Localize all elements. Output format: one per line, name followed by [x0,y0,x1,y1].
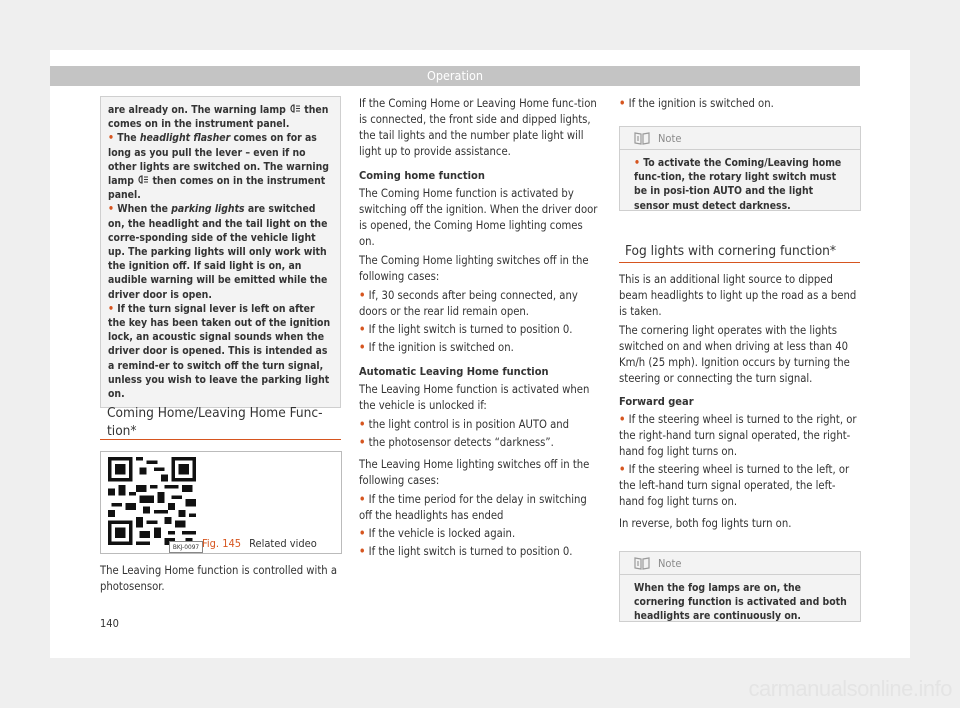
list-item: • If the steering wheel is turned to the right, or the right-hand turn signal operated, the right-hand fog light turns on. [619,413,857,458]
headlight-icon [137,175,149,184]
list-item: • the light control is in position AUTO and [359,418,570,431]
warning-box [100,96,341,408]
note-box-2 [619,551,861,622]
note-header: Note [620,552,860,575]
box-intro: are already on. The warning lamp then comes on in the instrument panel. [108,104,329,131]
left-column [100,96,341,408]
forward-gear-title: Forward gear [619,395,694,408]
list-item: • If, 30 seconds after being connected, any doors or the rear lid remain open. [359,289,578,318]
right-list-item [619,96,860,112]
intro-paragraph: If the Coming Home or Leaving Home func-tion is connected, the front side and dipped lights, the tail lights and the number plate light will light up to provide assistance. [359,97,597,158]
bullet-icon: • [108,203,114,216]
box-bullet: • If the turn signal lever is left on after the key has been taken out of the ignition lock, an acoustic signal sounds when the driver door is opened. This is intended as a remind-er to switch off the turn signal, unless you wish to leave the parking light on. [108,302,331,401]
section-title-coming-home: Coming Home/Leaving Home Func- tion* [107,405,323,439]
list-item: • the photosensor detects “darkness”. [359,436,554,449]
headlight-icon [289,104,301,113]
watermark: carmanualsonline.info [748,676,952,701]
page-number: 140 [100,617,119,630]
fog-lights-body: This is an additional light source to dipped beam headlights to light up the road as a bend is taken. The cornering light operates with the lights switched on and when driving at less than 40 Km/h (25 mph). Ignition occurs by turning the steering or connecting the turn signal. Forward gear • If the steering wheel is turned to the right, or the right-hand turn signal operated, the right-hand fog light turns on. • If the steering wheel is turned to the left, or the left-hand turn signal operated, the left-hand fog light turns on. In reverse, both fog lights turn on. [619,272,860,532]
middle-column: If the Coming Home or Leaving Home func-tion is connected, the front side and dipped lights, the tail lights and the number plate light will light up to provide assistance. Coming home function The Coming Home function is activated by switching off the ignition. When the driver door is opened, the Coming Home lighting comes on. The Coming Home lighting switches off in the following cases: • If, 30 seconds after being connected, any doors or the rear lid remain open. • If the light switch is turned to position 0. • If the ignition is switched on. Automatic Leaving Home function The Leaving Home function is activated when the vehicle is unlocked if: • the light control is in position AUTO and • the photosensor detects “darkness”. The Leaving Home lighting switches off in the following cases: • If the time period for the delay in switching off the headlights has ended • If the vehicle is locked again. • If the light switch is turned to position 0. [359,96,601,560]
note-box-1 [619,126,861,211]
section-divider [100,439,341,440]
list-item: • If the time period for the delay in switching off the headlights has ended [359,493,587,522]
list-item: • If the steering wheel is turned to the left, or the left-hand turn signal operated, the left-hand fog light turns on. [619,463,850,508]
box-bullet: • The headlight flasher comes on for as long as you pull the lever – even if no other lights are switched on. The warning lamp then comes on in the instrument panel. [108,132,329,202]
section-divider [619,262,860,263]
list-item: • If the light switch is turned to position 0. [359,323,573,336]
list-item: • If the ignition is switched on. [619,97,774,110]
bullet-icon: • [108,302,114,315]
figure-label: BKJ-0097 [169,541,203,553]
info-book-icon [634,556,650,570]
info-book-icon [634,131,650,145]
section-title-fog-lights: Fog lights with cornering function* [625,243,837,259]
leaving-home-title: Automatic Leaving Home function [359,365,549,378]
box-bullet: • When the parking lights are switched on, the headlight and the tail light on the corre-sponding side of the vehicle light up. The parking lights will only work with the ignition off. If said light is on, an audible warning will be emitted while the driver door is open. [108,203,328,301]
list-item: • If the light switch is turned to position 0. [359,545,573,558]
coming-home-title: Coming home function [359,169,485,182]
list-item: • If the vehicle is locked again. [359,527,516,540]
note-text: • To activate the Coming/Leaving home func-tion, the rotary light switch must be in posi-tion AUTO and the light sensor must detect darkness. [634,157,842,212]
note-header: Note [620,127,860,150]
bullet-icon: • [108,132,114,145]
left-para: The Leaving Home function is controlled with a photosensor. [100,564,338,593]
note-text: When the fog lamps are on, the cornering function is activated and both headlights are continuously on. [634,582,847,623]
qr-code-icon[interactable] [106,457,198,545]
list-item: • If the ignition is switched on. [359,341,514,354]
page-header: Operation [50,66,860,86]
figure-caption: Fig. 145 Related video [202,537,317,550]
